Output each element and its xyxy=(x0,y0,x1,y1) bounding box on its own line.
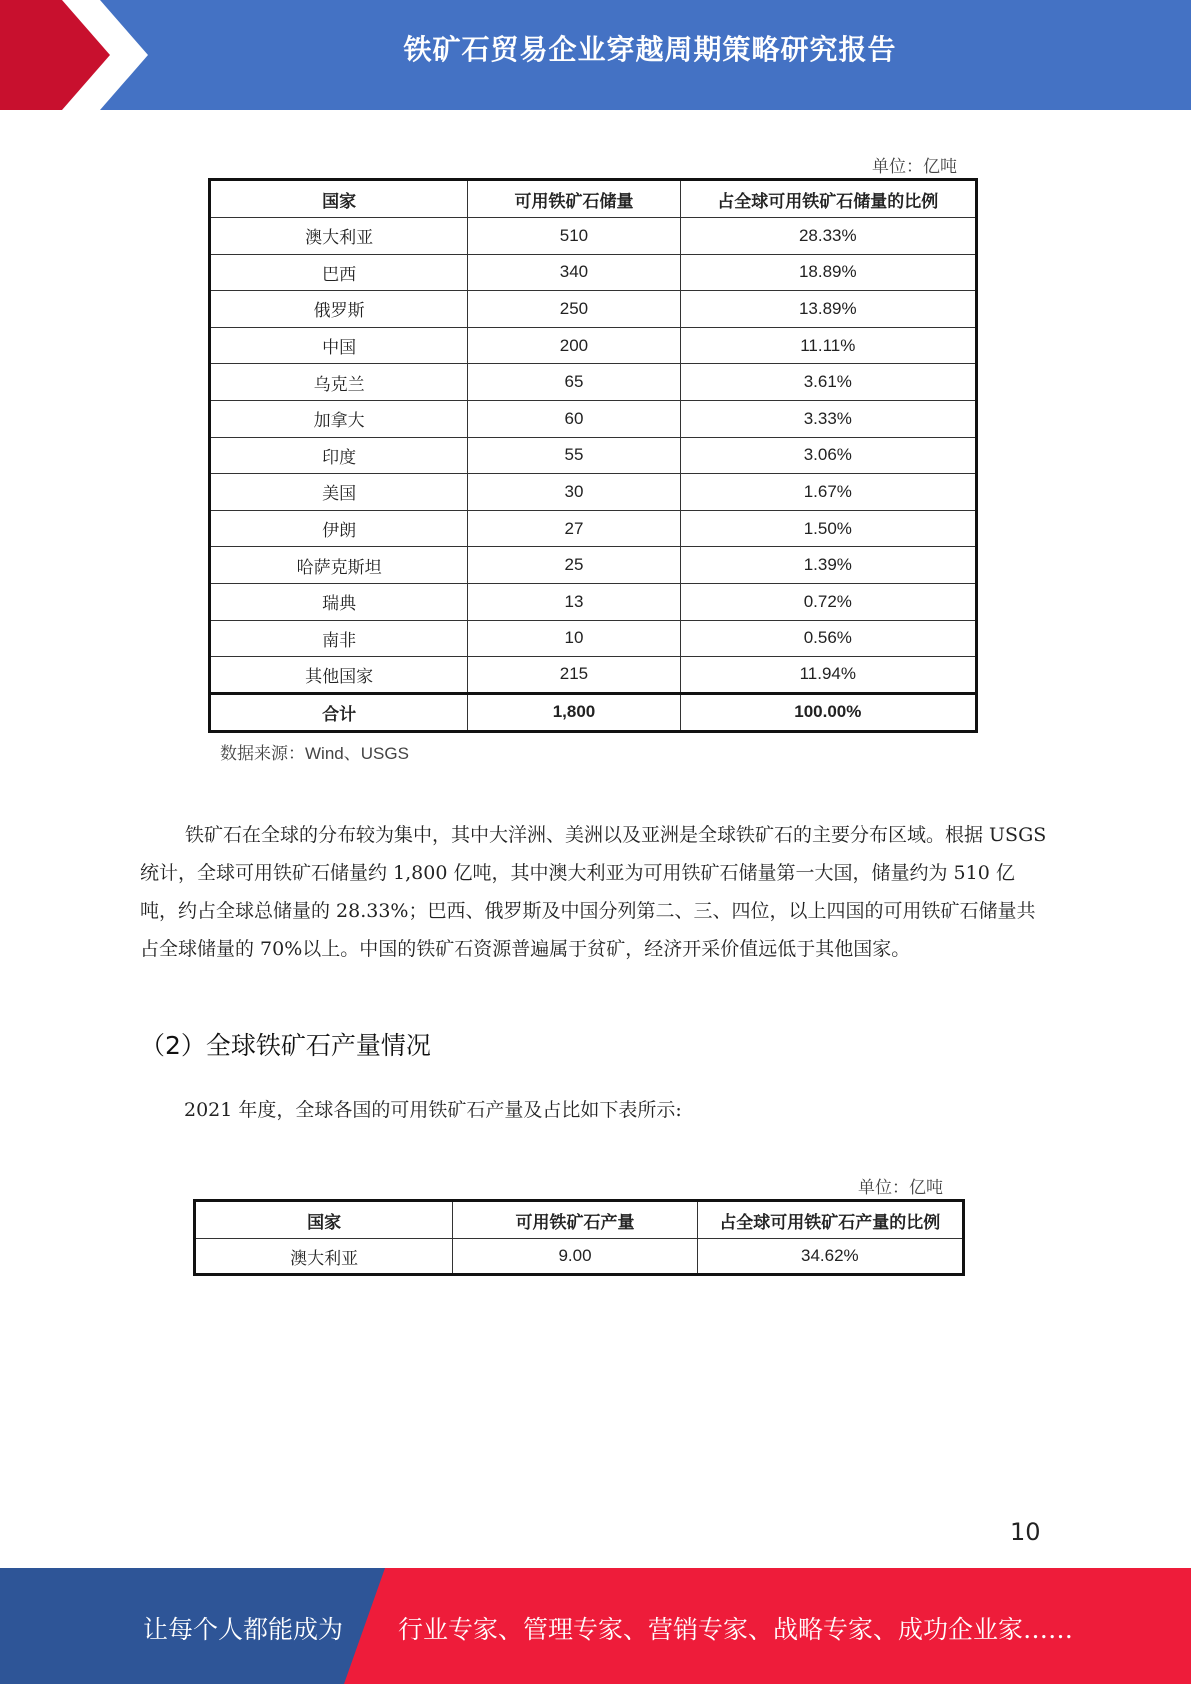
value-cell: 10 xyxy=(468,620,680,657)
country-cell: 澳大利亚 xyxy=(195,1239,453,1275)
production-table xyxy=(193,1199,965,1276)
value-cell: 55 xyxy=(468,437,680,474)
production-table-body xyxy=(195,1239,964,1275)
body-paragraph: 铁矿石在全球的分布较为集中，其中大洋洲、美洲以及亚洲是全球铁矿石的主要分布区域。根据 USGS 统计，全球可用铁矿石储量约 1,800 亿吨，其中澳大利亚为可用铁矿石储量第一大国，储量约为 510 亿吨，约占全球总储量的 28.33%；巴西、俄罗斯及中国分列第二、三、四位，以上四国的可用铁矿石储量共占全球储量的 70%以上。中国的铁矿石资源普遍属于贫矿，经济开采价值远低于其他国家。 xyxy=(140,824,1047,960)
table-row xyxy=(210,510,977,547)
share-cell: 3.33% xyxy=(680,400,976,437)
table-row xyxy=(210,583,977,620)
page-footer xyxy=(0,1568,1191,1684)
country-cell: 美国 xyxy=(210,474,468,511)
value-cell: 340 xyxy=(468,254,680,291)
column-header-reserves: 可用铁矿石储量 xyxy=(468,180,680,218)
table-row xyxy=(210,291,977,328)
country-cell: 澳大利亚 xyxy=(210,218,468,255)
section-heading: （2）全球铁矿石产量情况 xyxy=(140,1031,431,1060)
table-row xyxy=(210,474,977,511)
value-cell: 30 xyxy=(468,474,680,511)
share-cell: 11.11% xyxy=(680,327,976,364)
value-cell: 250 xyxy=(468,291,680,328)
header-arrow-decoration xyxy=(0,0,160,110)
country-cell: 其他国家 xyxy=(210,657,468,694)
country-cell: 哈萨克斯坦 xyxy=(210,547,468,584)
share-cell: 1.39% xyxy=(680,547,976,584)
country-cell: 乌克兰 xyxy=(210,364,468,401)
value-cell: 65 xyxy=(468,364,680,401)
value-cell: 9.00 xyxy=(453,1239,697,1275)
table-row xyxy=(195,1239,964,1275)
value-cell: 13 xyxy=(468,583,680,620)
share-cell: 34.62% xyxy=(697,1239,963,1275)
data-source-note: 数据来源：Wind、USGS xyxy=(220,744,409,763)
footer-slogan-right: 行业专家、管理专家、营销专家、战略专家、成功企业家…… xyxy=(398,1615,1074,1644)
table-row xyxy=(210,547,977,584)
reserves-table-body xyxy=(210,218,977,732)
share-cell: 11.94% xyxy=(680,657,976,694)
page-header xyxy=(0,0,1191,110)
share-cell: 13.89% xyxy=(680,291,976,328)
table-row xyxy=(210,620,977,657)
production-unit-label: 单位：亿吨 xyxy=(858,1178,943,1198)
share-cell: 1.50% xyxy=(680,510,976,547)
table-row xyxy=(210,254,977,291)
table-total-row xyxy=(210,693,977,731)
table-header-row xyxy=(210,180,977,218)
table-row xyxy=(210,218,977,255)
share-cell: 1.67% xyxy=(680,474,976,511)
page-number: 10 xyxy=(1010,1518,1041,1546)
country-cell: 南非 xyxy=(210,620,468,657)
header-title: 铁矿石贸易企业穿越周期策略研究报告 xyxy=(403,33,897,66)
value-cell: 27 xyxy=(468,510,680,547)
share-cell: 3.61% xyxy=(680,364,976,401)
share-cell: 0.56% xyxy=(680,620,976,657)
column-header-production: 可用铁矿石产量 xyxy=(453,1201,697,1239)
total-label-cell: 合计 xyxy=(210,693,468,731)
country-cell: 印度 xyxy=(210,437,468,474)
value-cell: 60 xyxy=(468,400,680,437)
country-cell: 伊朗 xyxy=(210,510,468,547)
intro-paragraph: 2021 年度，全球各国的可用铁矿石产量及占比如下表所示: xyxy=(184,1099,682,1121)
reserves-table xyxy=(208,178,978,733)
table-row xyxy=(210,400,977,437)
country-cell: 瑞典 xyxy=(210,583,468,620)
share-cell: 28.33% xyxy=(680,218,976,255)
column-header-share: 占全球可用铁矿石产量的比例 xyxy=(697,1201,963,1239)
column-header-country: 国家 xyxy=(210,180,468,218)
footer-slogan-left: 让每个人都能成为 xyxy=(143,1615,344,1644)
reserves-unit-label: 单位：亿吨 xyxy=(872,157,957,177)
table-row xyxy=(210,327,977,364)
value-cell: 215 xyxy=(468,657,680,694)
share-cell: 3.06% xyxy=(680,437,976,474)
column-header-country: 国家 xyxy=(195,1201,453,1239)
country-cell: 加拿大 xyxy=(210,400,468,437)
table-row xyxy=(210,437,977,474)
value-cell: 200 xyxy=(468,327,680,364)
share-cell: 18.89% xyxy=(680,254,976,291)
column-header-share: 占全球可用铁矿石储量的比例 xyxy=(680,180,976,218)
country-cell: 俄罗斯 xyxy=(210,291,468,328)
total-share-cell: 100.00% xyxy=(680,693,976,731)
table-row xyxy=(210,657,977,694)
country-cell: 中国 xyxy=(210,327,468,364)
table-header-row xyxy=(195,1201,964,1239)
country-cell: 巴西 xyxy=(210,254,468,291)
share-cell: 0.72% xyxy=(680,583,976,620)
value-cell: 25 xyxy=(468,547,680,584)
total-value-cell: 1,800 xyxy=(468,693,680,731)
table-row xyxy=(210,364,977,401)
value-cell: 510 xyxy=(468,218,680,255)
